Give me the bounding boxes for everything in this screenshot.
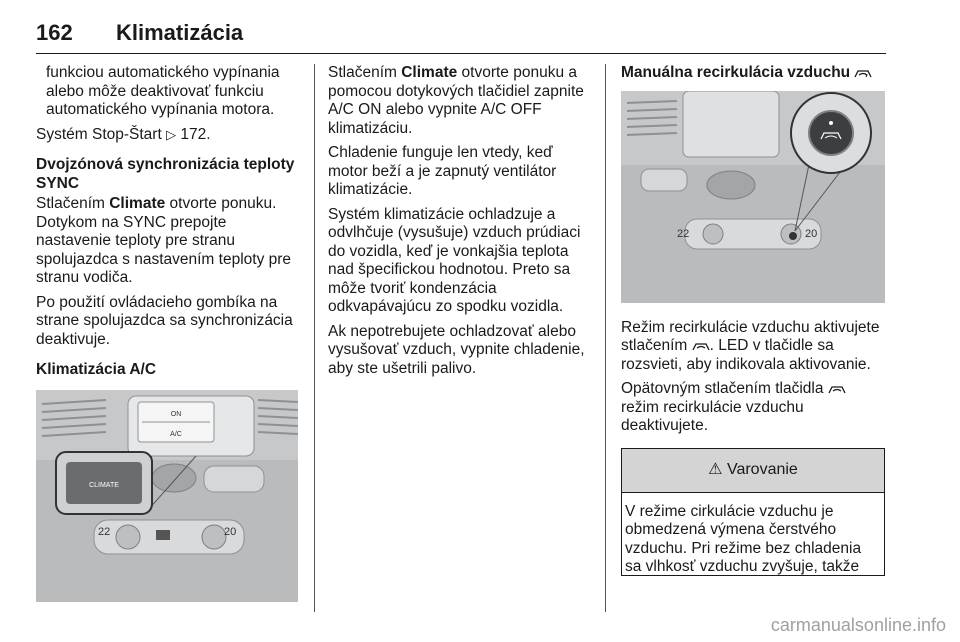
ac-button-label: A/C bbox=[170, 430, 182, 438]
column-middle bbox=[328, 64, 592, 384]
paragraph: Opätovným stlačením tlačidla režim recirkulácie vzduchu deaktivujete. bbox=[621, 380, 887, 436]
warning-body: V režime cirkulácie vzduchu je obmedzená výmena čerstvého vzduchu. Pri režime bez chladenia sa vlhkosť vzduchu zvyšuje, takže bbox=[625, 502, 862, 575]
page-number: 162 bbox=[36, 20, 73, 45]
right-temperature-label: 20 bbox=[224, 525, 237, 538]
warning-header bbox=[622, 449, 884, 493]
paragraph: Režim recirkulácie vzduchu aktivujete stlačením . LED v tlačidle sa rozsvieti, aby indikovala aktivovanie. bbox=[621, 318, 880, 373]
left-temperature-label: 22 bbox=[98, 525, 111, 538]
warning-title: Varovanie bbox=[726, 460, 798, 478]
column-divider bbox=[605, 64, 606, 612]
recirculation-icon bbox=[854, 68, 872, 78]
paragraph: Po použití ovládacieho gombíka na strane spolujazdca sa synchronizácia deaktivuje. bbox=[36, 293, 293, 348]
column-right bbox=[621, 64, 887, 576]
column-left bbox=[36, 64, 298, 602]
recirculation-icon bbox=[828, 384, 846, 394]
paragraph: Systém klimatizácie ochladzuje a odvlhčuje (vysušuje) vzduch prúdiaci do vozidla, keď je vonkajšia teplota nad špecifickou hodnotou. Preto sa môže tvoriť kondenzácia odkvapávajúcu zo spodku vozidla. bbox=[328, 205, 581, 315]
watermark: carmanualsonline.info bbox=[770, 615, 946, 635]
left-temperature-label: 22 bbox=[677, 227, 690, 240]
warning-triangle-icon: ⚠ bbox=[708, 460, 723, 478]
column-divider bbox=[314, 64, 315, 612]
section-heading: Klimatizácia A/C bbox=[36, 361, 157, 378]
cross-reference-arrow-icon: ▷ bbox=[166, 126, 177, 142]
recirculation-control-illustration bbox=[621, 91, 885, 303]
right-temperature-label: 20 bbox=[805, 227, 818, 240]
paragraph: Chladenie funguje len vtedy, keď motor beží a je zapnutý ventilátor klimatizácie. bbox=[328, 144, 557, 198]
page-title: Klimatizácia bbox=[116, 20, 244, 45]
warning-box bbox=[621, 448, 885, 576]
paragraph: Systém Stop-Štart ▷ 172. bbox=[36, 125, 211, 143]
section-heading: Manuálna recirkulácia vzduchu bbox=[621, 64, 887, 83]
ac-on-label: ON bbox=[170, 410, 182, 418]
climate-button-label: CLIMATE bbox=[89, 481, 119, 489]
paragraph: Stlačením Climate otvorte ponuku a pomocou dotykových tlačidiel zapnite A/C ON alebo vypnite A/C OFF klimatizáciu. bbox=[328, 64, 584, 137]
paragraph: Ak nepotrebujete ochladzovať alebo vysušovať vzduch, vypnite chladenie, aby ste ušetrili palivo. bbox=[328, 322, 585, 377]
paragraph: Stlačením Climate otvorte ponuku. Dotykom na SYNC prepojte nastavenie teploty pre stranu spolujazdca s nastavením teploty pre stranu vodiča. bbox=[36, 195, 292, 286]
page-header bbox=[36, 14, 886, 54]
recirculation-icon bbox=[692, 341, 710, 351]
section-heading: Dvojzónová synchronizácia teploty SYNC bbox=[36, 156, 295, 192]
ac-control-illustration bbox=[36, 390, 298, 602]
paragraph: funkciou automatického vypínania alebo môže deaktivovať funkciu automatického vypínania motora. bbox=[46, 64, 280, 118]
cross-reference-link[interactable]: 172. bbox=[180, 125, 211, 143]
